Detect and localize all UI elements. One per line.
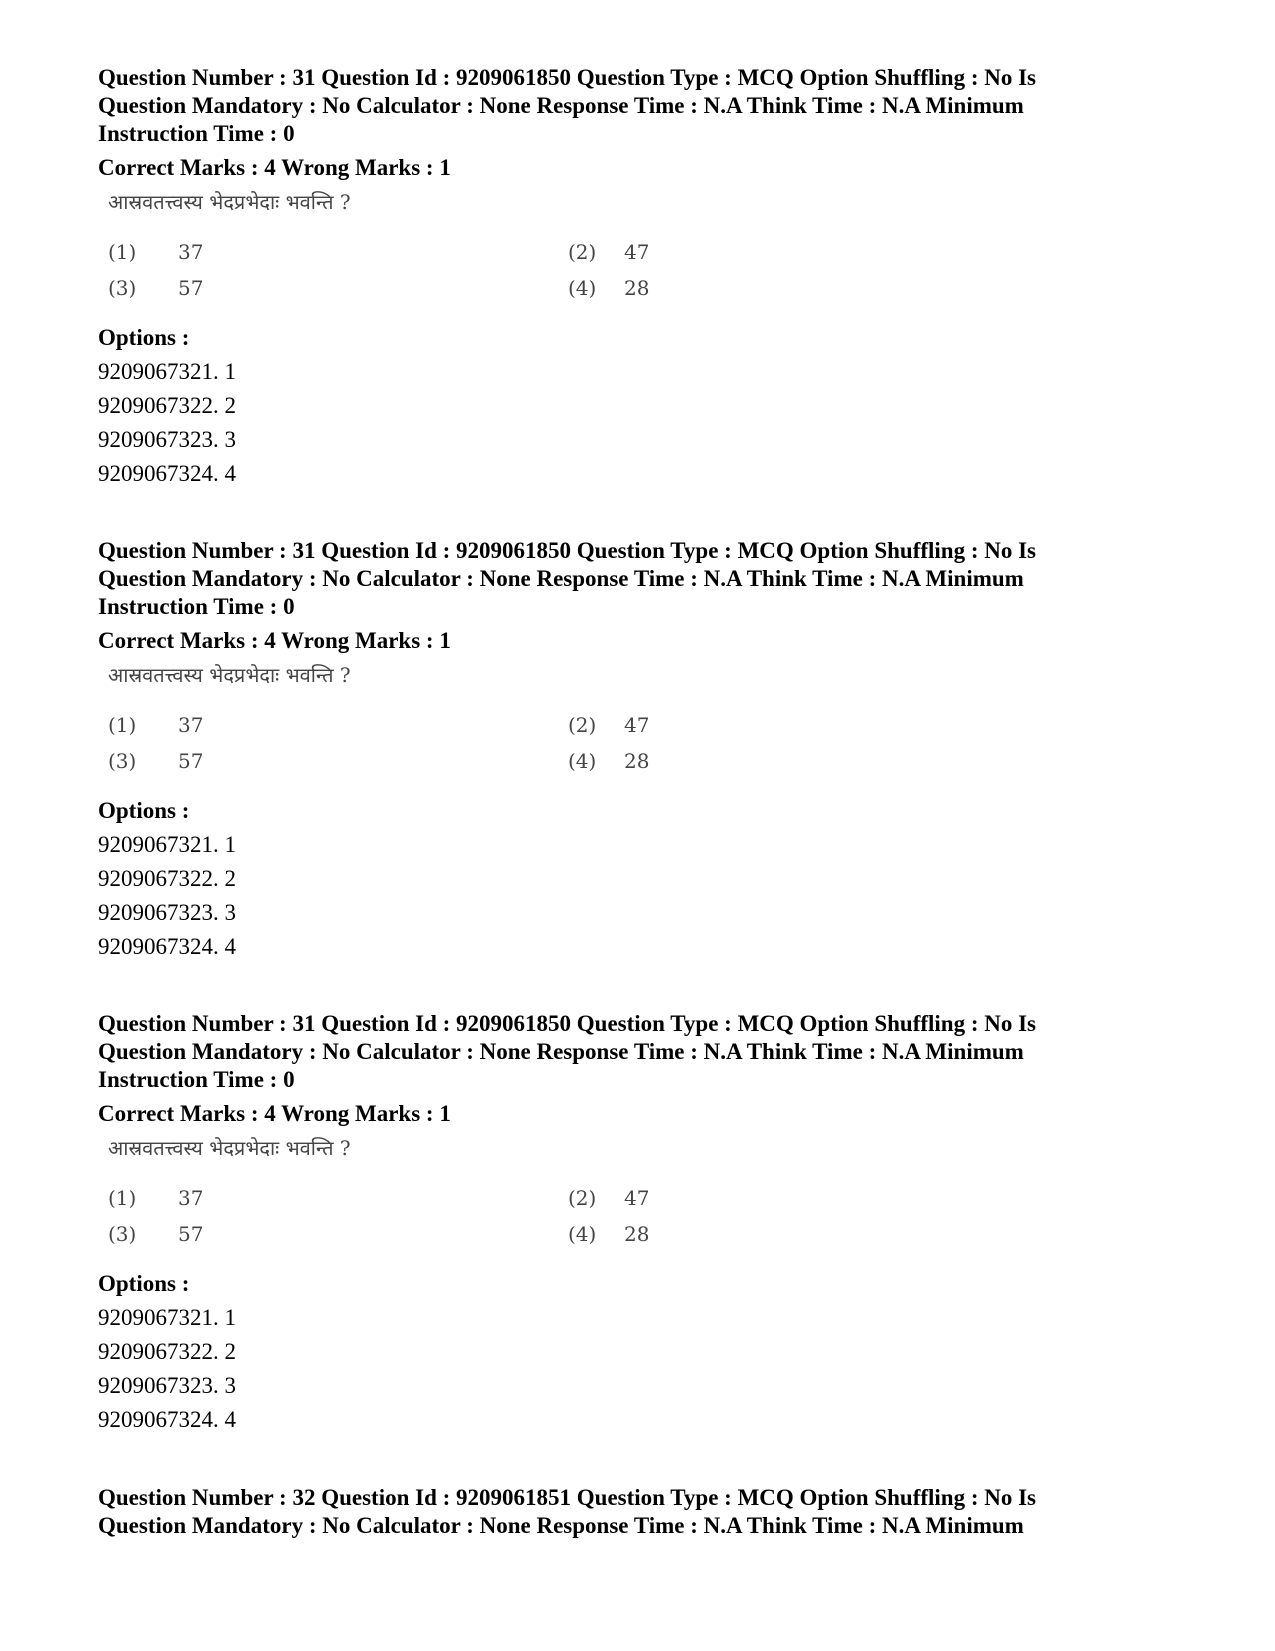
choice-2: (2) 47 [568,1186,650,1210]
question-block-4 [98,1484,1188,1540]
option-item: 9209067324. 4 [98,461,236,486]
question-meta-line-3: Instruction Time : 0 [98,594,295,619]
option-item: 9209067322. 2 [98,866,236,891]
choice-1: (1) 37 [108,1186,204,1210]
question-block-3 [98,1010,1188,1434]
question-meta-line-1: Question Number : 31 Question Id : 9209061850 Question Type : MCQ Option Shuffling : No Is [98,1011,1037,1036]
option-item: 9209067323. 3 [98,900,236,925]
choice-1: (1) 37 [108,240,204,264]
question-block-1 [98,64,1188,488]
options-label: Options : [98,798,190,823]
question-meta-line-1: Question Number : 31 Question Id : 9209061850 Question Type : MCQ Option Shuffling : No Is [98,65,1037,90]
question-meta-line-2: Question Mandatory : No Calculator : None Response Time : N.A Think Time : N.A Minimum [98,566,1024,591]
options-label: Options : [98,325,190,350]
question-text: आस्रवतत्त्वस्य भेदप्रभेदाः भवन्ति ? [108,190,351,214]
question-image [98,184,1188,312]
question-meta-line-1: Question Number : 31 Question Id : 9209061850 Question Type : MCQ Option Shuffling : No Is [98,538,1037,563]
choice-2: (2) 47 [568,240,650,264]
choice-3: (3) 57 [108,749,204,773]
option-item: 9209067321. 1 [98,359,236,384]
options-label: Options : [98,1271,190,1296]
question-meta-line-3: Instruction Time : 0 [98,121,295,146]
marks-line: Correct Marks : 4 Wrong Marks : 1 [98,1101,451,1126]
option-item: 9209067323. 3 [98,427,236,452]
option-item: 9209067324. 4 [98,934,236,959]
choice-1: (1) 37 [108,713,204,737]
option-item: 9209067323. 3 [98,1373,236,1398]
choice-4: (4) 28 [568,1222,650,1246]
question-image [98,657,1188,785]
question-block-2 [98,537,1188,961]
option-item: 9209067321. 1 [98,832,236,857]
question-image [98,1130,1188,1258]
question-meta-line-2: Question Mandatory : No Calculator : None Response Time : N.A Think Time : N.A Minimum [98,93,1024,118]
option-item: 9209067322. 2 [98,393,236,418]
question-meta-line-1: Question Number : 32 Question Id : 9209061851 Question Type : MCQ Option Shuffling : No Is [98,1485,1037,1510]
question-text: आस्रवतत्त्वस्य भेदप्रभेदाः भवन्ति ? [108,663,351,687]
question-text: आस्रवतत्त्वस्य भेदप्रभेदाः भवन्ति ? [108,1136,351,1160]
question-meta-line-2: Question Mandatory : No Calculator : None Response Time : N.A Think Time : N.A Minimum [98,1039,1024,1064]
choice-3: (3) 57 [108,276,204,300]
question-meta-line-3: Instruction Time : 0 [98,1067,295,1092]
choice-3: (3) 57 [108,1222,204,1246]
choice-4: (4) 28 [568,749,650,773]
choice-4: (4) 28 [568,276,650,300]
question-meta-line-2: Question Mandatory : No Calculator : None Response Time : N.A Think Time : N.A Minimum [98,1513,1024,1538]
option-item: 9209067321. 1 [98,1305,236,1330]
marks-line: Correct Marks : 4 Wrong Marks : 1 [98,628,451,653]
option-item: 9209067322. 2 [98,1339,236,1364]
option-item: 9209067324. 4 [98,1407,236,1432]
choice-2: (2) 47 [568,713,650,737]
marks-line: Correct Marks : 4 Wrong Marks : 1 [98,155,451,180]
